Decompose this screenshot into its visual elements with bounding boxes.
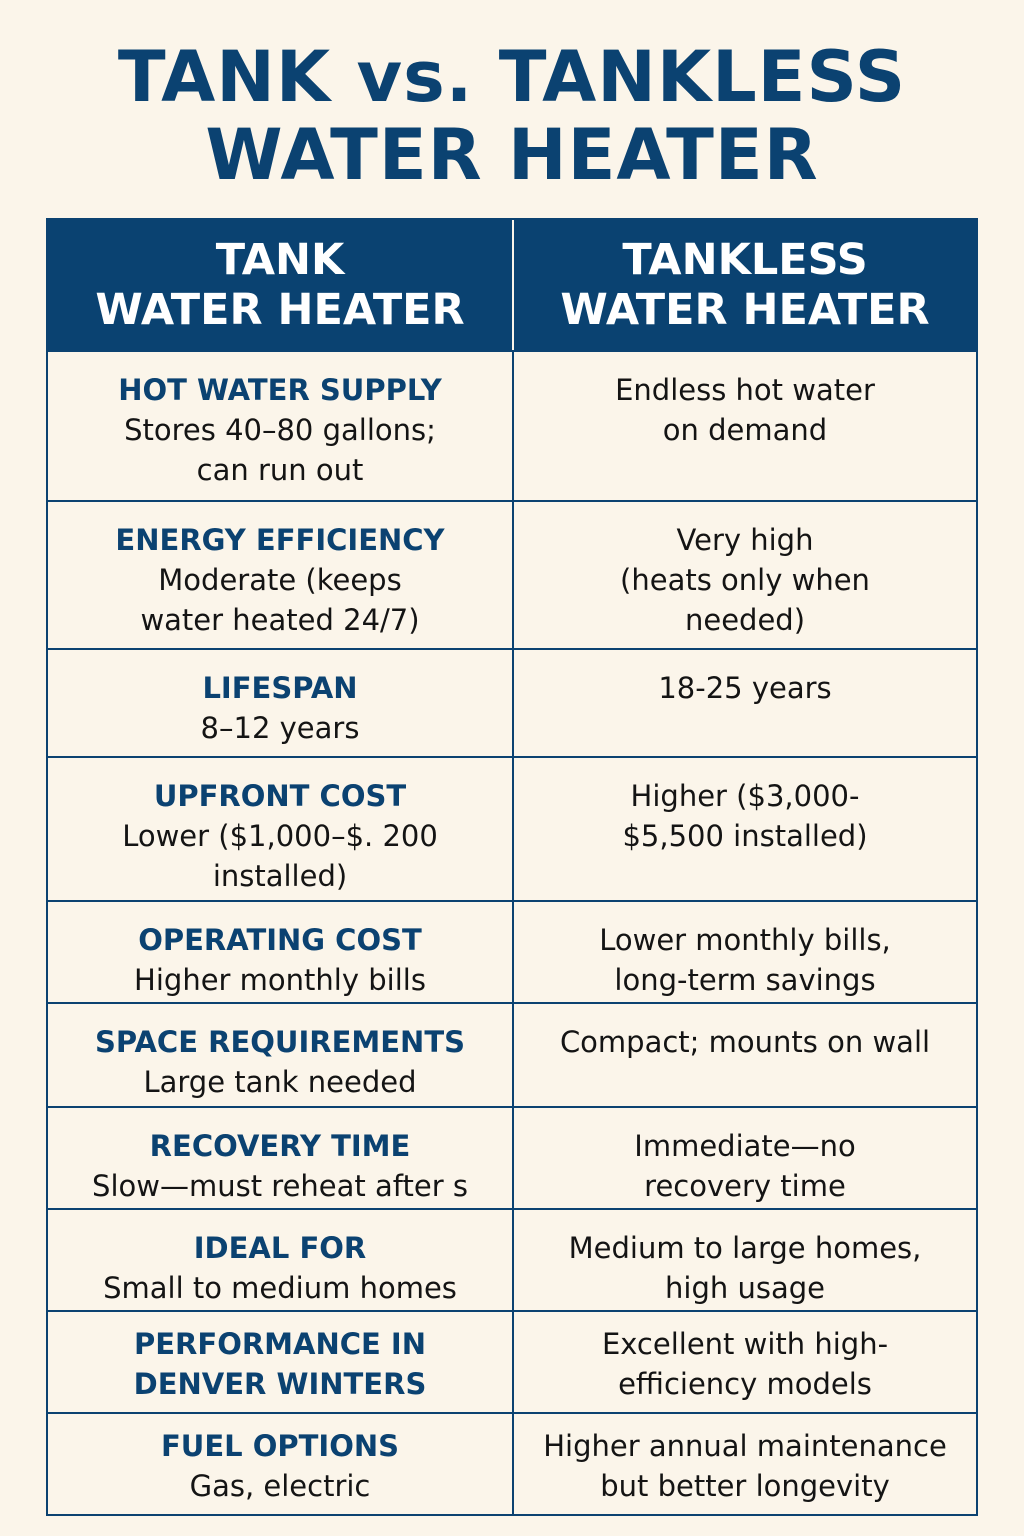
tank-cell [48, 1108, 512, 1208]
table-header-row [48, 220, 976, 352]
table-row-upfront-cost [48, 758, 976, 902]
row-label: OPERATING COST [138, 923, 422, 957]
row-label: FUEL OPTIONS [160, 1429, 400, 1463]
tank-cell [48, 758, 512, 900]
tankless-value: Medium to large homes, high usage [568, 1231, 922, 1305]
tankless-cell [512, 502, 976, 648]
row-label: LIFESPAN [202, 671, 358, 705]
row-label: HOT WATER SUPPLY [118, 373, 442, 407]
table-row-performance-in-denver-winters [48, 1312, 976, 1414]
tankless-cell [512, 650, 976, 756]
table-row-operating-cost [48, 902, 976, 1004]
tank-value: Higher monthly bills [134, 963, 426, 997]
tankless-cell [512, 1414, 976, 1514]
row-label: UPFRONT COST [153, 779, 407, 813]
tankless-cell [512, 1312, 976, 1412]
row-label: IDEAL FOR [193, 1231, 367, 1265]
page-title [0, 38, 1024, 194]
tank-cell [48, 650, 512, 756]
tankless-cell [512, 1210, 976, 1310]
tankless-header-line-1: TANKLESS [622, 235, 868, 285]
table-row-fuel-options [48, 1414, 976, 1514]
tank-value: Small to medium homes [103, 1271, 457, 1305]
tank-cell [48, 1414, 512, 1514]
tank-cell [48, 902, 512, 1002]
tankless-cell [512, 1004, 976, 1106]
tank-cell [48, 352, 512, 500]
tankless-value: Higher ($3,000- $5,500 installed) [622, 779, 868, 853]
tankless-value: Compact; mounts on wall [559, 1025, 931, 1059]
tank-value: Lower ($1,000–$. 200 installed) [122, 819, 438, 893]
table-row-recovery-time [48, 1108, 976, 1210]
title-line-2: WATER HEATER [205, 114, 819, 196]
tankless-header-line-2: WATER HEATER [560, 285, 930, 335]
tankless-cell [512, 902, 976, 1002]
tankless-value: Immediate—no recovery time [634, 1129, 856, 1203]
tank-value: Gas, electric [189, 1469, 371, 1503]
tank-value: Large tank needed [143, 1065, 417, 1099]
row-label: RECOVERY TIME [149, 1129, 411, 1163]
table-row-energy-efficiency [48, 502, 976, 650]
tank-cell [48, 1210, 512, 1310]
row-label: PERFORMANCE IN DENVER WINTERS [133, 1327, 427, 1401]
tank-cell [48, 502, 512, 648]
tankless-cell [512, 352, 976, 500]
title-line-1: TANK vs. TANKLESS [117, 36, 907, 118]
tankless-value: Lower monthly bills, long-term savings [599, 923, 891, 997]
tankless-value: Endless hot water on demand [615, 373, 875, 447]
tank-value: 8–12 years [200, 711, 360, 745]
row-label: SPACE REQUIREMENTS [95, 1025, 465, 1059]
tank-header-line-2: WATER HEATER [95, 285, 465, 335]
tankless-value: Very high (heats only when needed) [620, 523, 870, 637]
tankless-cell [512, 1108, 976, 1208]
table-row-ideal-for [48, 1210, 976, 1312]
tank-cell [48, 1312, 512, 1412]
row-label: ENERGY EFFICIENCY [115, 523, 445, 557]
tank-column-header [48, 220, 512, 350]
table-row-hot-water-supply [48, 352, 976, 502]
tank-value: Moderate (keeps water heated 24/7) [140, 563, 420, 637]
tankless-value: 18-25 years [658, 671, 832, 705]
tank-value: Slow—must reheat after s [92, 1169, 468, 1203]
tank-cell [48, 1004, 512, 1106]
tank-header-line-1: TANK [215, 235, 345, 285]
table-row-space-requirements [48, 1004, 976, 1108]
table-row-lifespan [48, 650, 976, 758]
tank-value: Stores 40–80 gallons; can run out [124, 413, 436, 487]
tankless-value: Excellent with high- efficiency models [601, 1327, 889, 1401]
tankless-cell [512, 758, 976, 900]
tankless-column-header [512, 220, 976, 350]
tankless-value: Higher annual maintenance but better longevity [543, 1429, 947, 1503]
comparison-table [46, 218, 978, 1516]
